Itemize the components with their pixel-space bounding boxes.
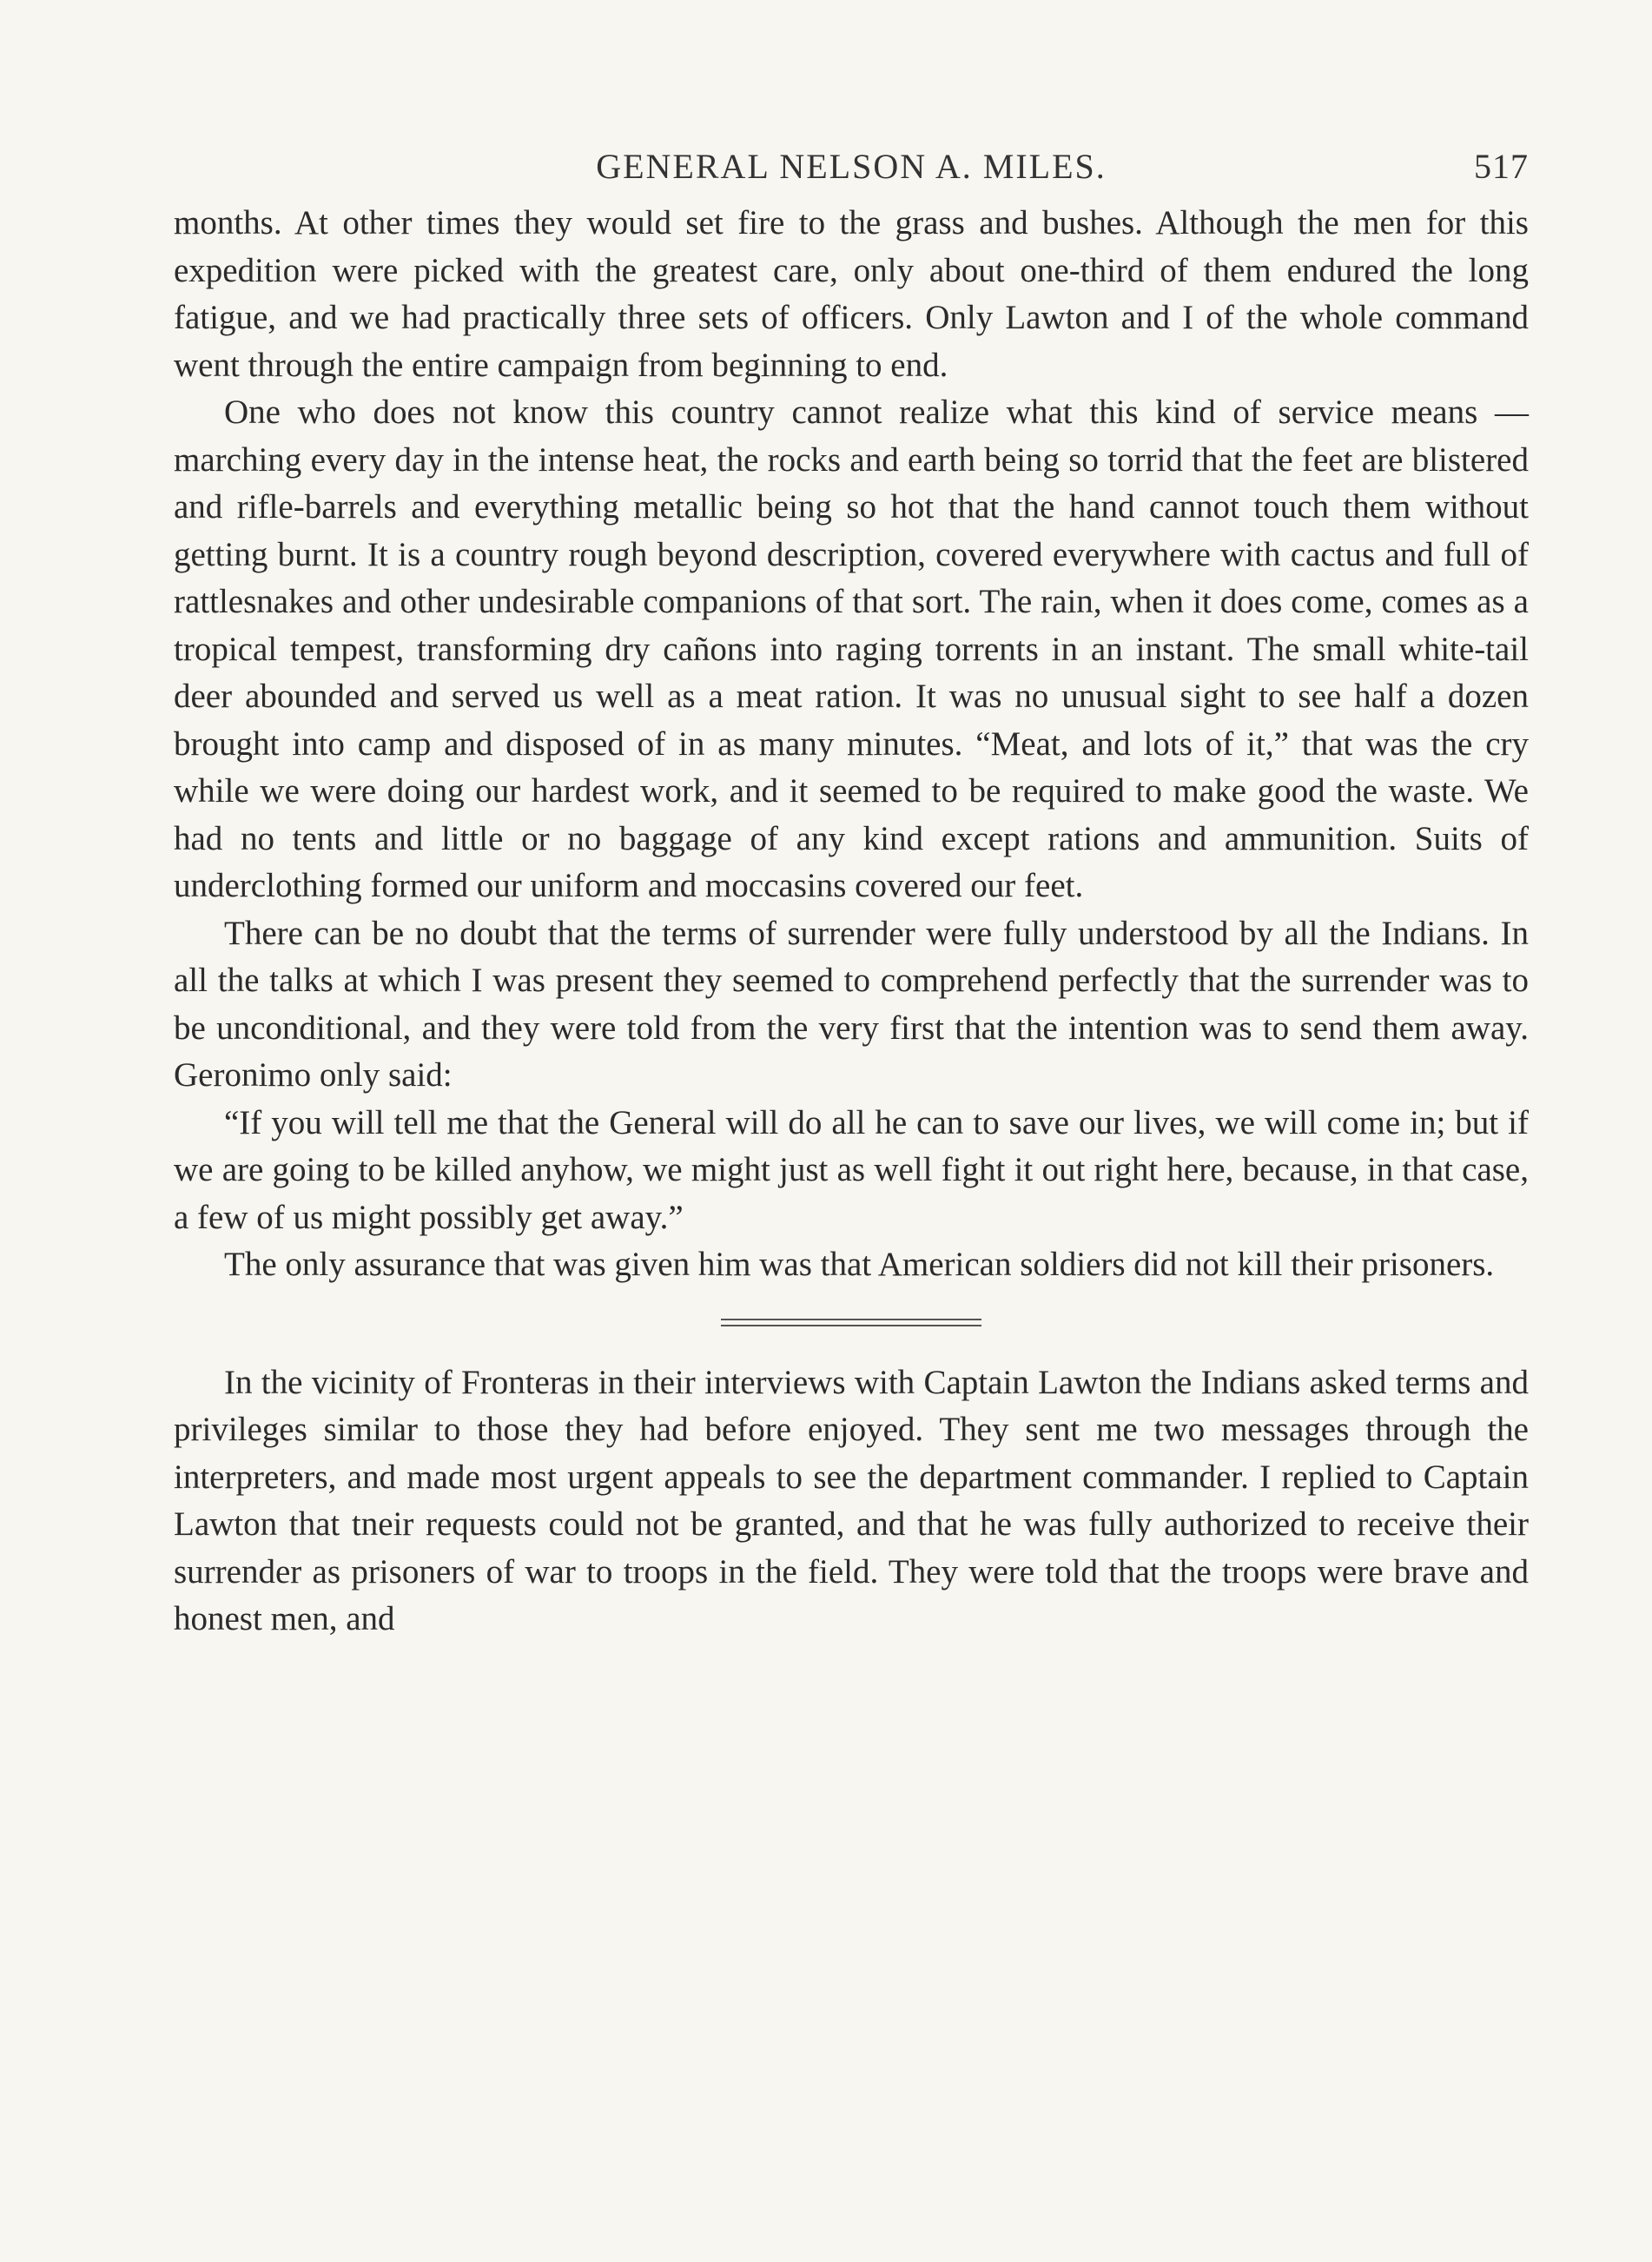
section-divider bbox=[721, 1319, 981, 1326]
paragraph: The only assurance that was given him was that American soldiers did not kill their prisoners. bbox=[224, 1246, 1495, 1283]
book-page bbox=[174, 139, 1529, 1644]
paragraph: There can be no doubt that the terms of surrender were fully understood by all the Indians. In all the talks at which I was present they seemed to comprehend perfectly that the surrender was to be unconditional, and they were told from the very first that the intention was to send them away. Geronimo only said: bbox=[174, 914, 1529, 1094]
paragraph: In the vicinity of Fronteras in their interviews with Captain Lawton the Indians asked terms and privileges similar to those they had before enjoyed. They sent me two messages through the interpreters, and made most urgent appeals to see the department commander. I replied to Captain Lawton that tneir requests could not be granted, and that he was fully authorized to receive their surrender as prisoners of war to troops in the field. They were told that the troops were brave and honest men, and bbox=[174, 1363, 1529, 1637]
paragraph: One who does not know this country cannot realize what this kind of service means — marching every day in the intense heat, the rocks and earth being so torrid that the feet are blistered and rifle-barrels and everything metallic being so hot that the hand cannot touch them without getting burnt. It is a country rough beyond description, covered everywhere with cactus and full of rattlesnakes and other undesirable companions of that sort. The rain, when it does come, comes as a tropical tempest, transforming dry cañons into raging torrents in an instant. The small white-tail deer abounded and served us well as a meat ration. It was no unusual sight to see half a dozen brought into camp and disposed of in as many minutes. “Meat, and lots of it,” that was the cry while we were doing our hardest work, and it seemed to be required to make good the waste. We had no tents and little or no baggage of any kind except rations and ammunition. Suits of underclothing formed our uniform and moccasins covered our feet. bbox=[174, 394, 1529, 904]
paragraph: months. At other times they would set fire to the grass and bushes. Although the men for this expedition were picked with the greatest care, only about one-third of them endured the long fatigue, and we had practically three sets of officers. Only Lawton and I of the whole command went through the entire campaign from beginning to end. bbox=[174, 204, 1529, 384]
running-title: GENERAL NELSON A. MILES. bbox=[596, 147, 1107, 186]
main-text bbox=[174, 200, 1529, 1289]
quotation: “If you will tell me that the General will do all he can to save our lives, we will come in; but if we are going to be killed anyhow, we might just as well fight it out right here, because, in that case, a few of us might possibly get away.” bbox=[174, 1103, 1529, 1236]
running-header bbox=[174, 139, 1529, 200]
section-two-text bbox=[174, 1359, 1529, 1644]
page-number: 517 bbox=[1474, 147, 1529, 186]
